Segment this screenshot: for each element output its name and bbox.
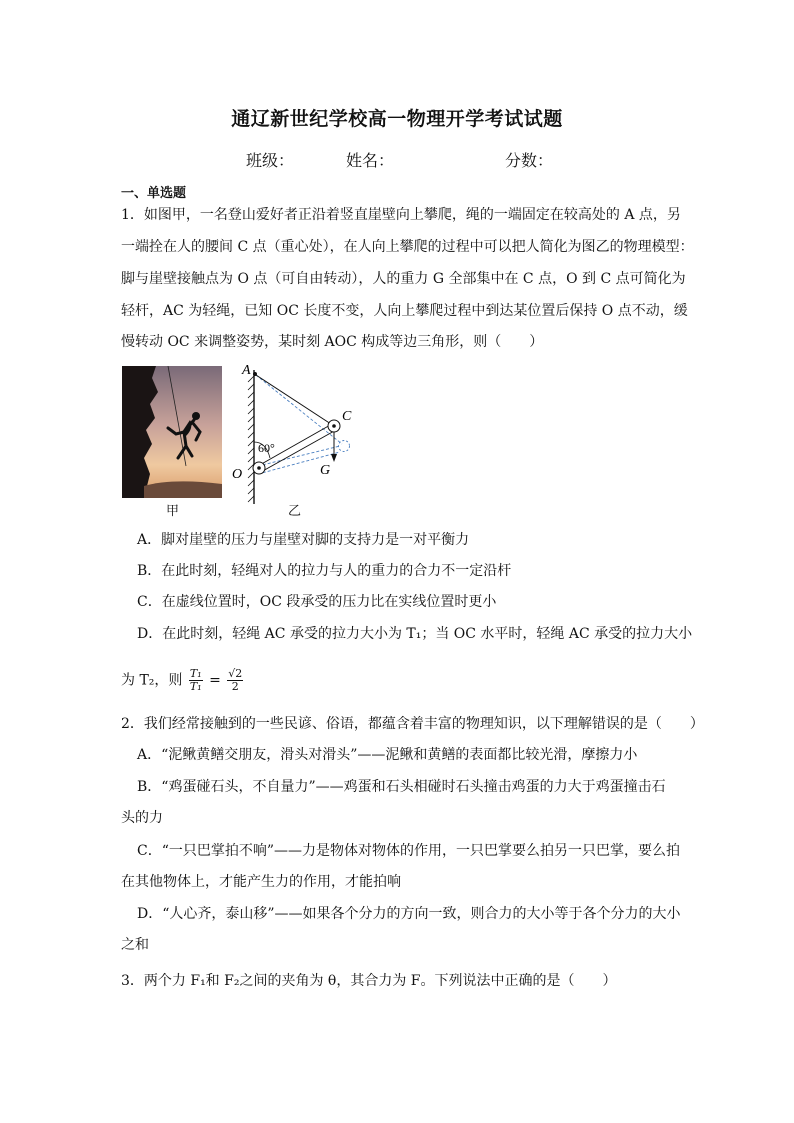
figure-caption-left: 甲 (166, 504, 180, 519)
q1-option-d-line-2 (121, 668, 245, 693)
q1-option-a: A．脚对崖壁的压力与崖壁对脚的支持力是一对平衡力 (137, 532, 470, 548)
q2-option-b-line-1: B．“鸡蛋碰石头，不自量力”——鸡蛋和石头相碰时石头撞击鸡蛋的力大于鸡蛋撞击石 (137, 779, 666, 795)
q1-line-1: 1．如图甲，一名登山爱好者正沿着竖直崖壁向上攀爬，绳的一端固定在较高处的 A 点，另 (121, 207, 681, 223)
q1-option-d-prefix: 为 T₂，则 (121, 672, 183, 689)
label-g: G (320, 463, 331, 478)
name-label: 姓名： (346, 151, 395, 170)
sqrt-denominator: 2 (231, 680, 239, 693)
label-o: O (232, 467, 243, 482)
q2-option-c-line-1: C．“一只巴掌拍不响”——力是物体对物体的作用，一只巴掌要么拍另一只巴掌，要么拍 (137, 843, 681, 859)
section-title: 一、单选题 (121, 186, 187, 201)
ratio-fraction (189, 668, 203, 693)
ratio-numerator: T₁ (189, 667, 202, 680)
figure-caption-right: 乙 (288, 504, 302, 519)
q1-line-5: 慢转动 OC 来调整姿势，某时刻 AOC 构成等边三角形，则（ ） (121, 334, 544, 350)
equals-sign: = (209, 672, 221, 689)
q1-option-b: B．在此时刻，轻绳对人的拉力与人的重力的合力不一定沿杆 (137, 563, 512, 579)
q2-option-c-line-2: 在其他物体上，才能产生力的作用，才能拍响 (121, 874, 401, 890)
q2-option-d-line-2: 之和 (121, 937, 149, 953)
q2-option-a: A．“泥鳅黄鳝交朋友，滑头对滑头”——泥鳅和黄鳝的表面都比较光滑，摩擦力小 (137, 747, 638, 763)
q2-stem: 2．我们经常接触到的一些民谚、俗语，都蕴含着丰富的物理知识，以下理解错误的是（ ） (121, 716, 704, 732)
label-c: C (342, 409, 352, 424)
q1-line-2: 一端拴在人的腰间 C 点（重心处），在人向上攀爬的过程中可以把人简化为图乙的物理模型： (121, 239, 694, 255)
q1-line-4: 轻杆，AC 为轻绳，已知 OC 长度不变，人向上攀爬过程中到达某位置后保持 O 点不动，缓 (121, 303, 688, 319)
sqrt-numerator: √2 (228, 667, 243, 680)
angle-label: 60° (258, 441, 275, 455)
q2-option-d-line-1: D．“人心齐，泰山移”——如果各个分力的方向一致，则合力的大小等于各个分力的大小 (137, 906, 681, 922)
exam-title: 通辽新世纪学校高一物理开学考试试题 (231, 108, 563, 130)
label-a: A (242, 363, 251, 378)
climber-photo (122, 366, 222, 498)
ratio-denominator: T₁ (189, 680, 202, 693)
q2-option-b-line-2: 头的力 (121, 810, 163, 826)
q1-option-c: C．在虚线位置时，OC 段承受的压力比在实线位置时更小 (137, 594, 497, 610)
class-label: 班级： (246, 151, 295, 170)
score-label: 分数： (505, 151, 554, 170)
q1-option-d-line-1: D．在此时刻，轻绳 AC 承受的拉力大小为 T₁；当 OC 水平时，轻绳 AC 承受的拉力大小 (137, 626, 693, 642)
q1-line-3: 脚与崖壁接触点为 O 点（可自由转动），人的重力 G 全部集中在 C 点，O 到 C 点可简化为 (121, 271, 686, 287)
sqrt-fraction (227, 668, 243, 693)
physics-diagram (228, 362, 364, 506)
q3-stem: 3．两个力 F₁和 F₂之间的夹角为 θ，其合力为 F。下列说法中正确的是（ ） (121, 973, 617, 989)
